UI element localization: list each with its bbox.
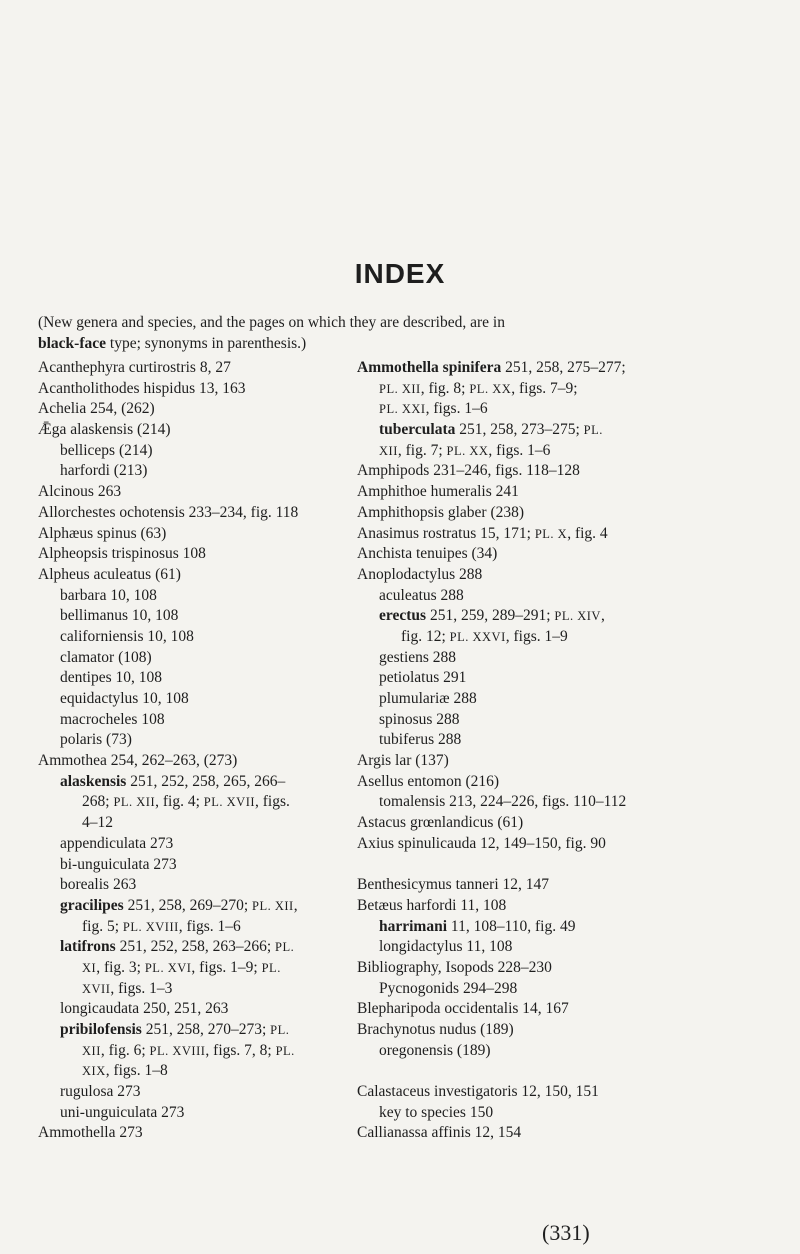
index-subentry: clamator (108) bbox=[60, 648, 152, 666]
page-number: (331) bbox=[542, 1220, 590, 1245]
bold-word: black-face bbox=[38, 335, 107, 352]
plate-ref: PL. XII bbox=[252, 898, 294, 913]
plate-ref: PL. XVIII bbox=[149, 1043, 206, 1058]
page-refs: , bbox=[293, 896, 298, 914]
plate-ref: PL. XX bbox=[446, 443, 489, 458]
index-subentry bbox=[357, 606, 657, 627]
index-entry: Betæus harfordi 11, 108 bbox=[357, 896, 507, 914]
index-subentry: equidactylus 10, 108 bbox=[60, 690, 189, 707]
index-subentry: borealis 263 bbox=[60, 876, 137, 894]
plate-ref: PL. bbox=[583, 423, 603, 438]
plate-ref: XVII bbox=[82, 981, 111, 996]
index-continuation bbox=[38, 1061, 338, 1082]
index-subentry: plumulariæ 288 bbox=[379, 690, 477, 707]
new-species-name: alaskensis bbox=[60, 772, 127, 790]
new-species-name: Ammothella spinifera bbox=[357, 359, 502, 376]
index-subentry: spinosus 288 bbox=[379, 710, 460, 728]
index-subentry: dentipes 10, 108 bbox=[60, 669, 163, 687]
index-subentry: belliceps (214) bbox=[60, 441, 153, 459]
index-subentry bbox=[38, 896, 338, 917]
index-entry: Ammothea 254, 262–263, (273) bbox=[38, 752, 238, 770]
plate-ref: PL. XX bbox=[469, 381, 512, 396]
page-refs: , fig. 6; bbox=[100, 1041, 150, 1059]
page-refs: , figs. 1–6 bbox=[178, 917, 241, 935]
page-refs: , figs. 1–8 bbox=[105, 1062, 168, 1080]
page-refs: 11, 108–110, fig. 49 bbox=[447, 917, 576, 935]
index-continuation bbox=[38, 979, 338, 1000]
index-continuation bbox=[357, 441, 657, 462]
index-entry: Benthesicymus tanneri 12, 147 bbox=[357, 876, 549, 894]
page-refs: , fig. 3; bbox=[96, 958, 145, 976]
index-subentry: bellimanus 10, 108 bbox=[60, 607, 179, 625]
index-entry: Calastaceus investigatoris 12, 150, 151 bbox=[357, 1083, 599, 1101]
plate-ref: XI bbox=[82, 960, 97, 975]
index-continuation: 4–12 bbox=[82, 814, 113, 832]
page-refs: 251, 258, 269–270; bbox=[123, 896, 253, 914]
plate-ref: XIX bbox=[82, 1064, 106, 1079]
index-entry bbox=[357, 358, 657, 379]
index-continuation bbox=[357, 399, 657, 420]
index-entry: Callianassa affinis 12, 154 bbox=[357, 1124, 522, 1142]
index-entry: Alphæus spinus (63) bbox=[38, 524, 167, 542]
index-entry: Blepharipoda occidentalis 14, 167 bbox=[357, 1000, 569, 1018]
index-subentry: gestiens 288 bbox=[379, 648, 457, 666]
plate-ref: PL. bbox=[275, 940, 295, 955]
index-subentry bbox=[38, 937, 338, 958]
index-entry: Ǣga alaskensis (214) bbox=[38, 421, 171, 439]
page-refs: , figs. 1–9; bbox=[191, 958, 262, 976]
index-subentry: petiolatus 291 bbox=[379, 669, 467, 687]
page-refs: fig. 12; bbox=[401, 627, 450, 645]
section-gap bbox=[357, 855, 657, 876]
new-species-name: erectus bbox=[379, 607, 427, 625]
index-subentry: key to species 150 bbox=[379, 1103, 494, 1121]
index-subentry: uni-unguiculata 273 bbox=[60, 1103, 185, 1121]
index-entry: Alcinous 263 bbox=[38, 483, 122, 501]
plate-ref: PL. bbox=[261, 960, 281, 975]
index-subentry bbox=[357, 420, 657, 441]
index-entry: Acantholithodes hispidus 13, 163 bbox=[38, 379, 246, 397]
index-entry: Anchista tenuipes (34) bbox=[357, 545, 498, 563]
left-column bbox=[38, 358, 338, 1144]
index-subentry: barbara 10, 108 bbox=[60, 586, 157, 604]
index-entry: Astacus grœnlandicus (61) bbox=[357, 814, 524, 832]
plate-ref: XII bbox=[379, 443, 398, 458]
index-entry: Anoplodactylus 288 bbox=[357, 565, 483, 583]
new-species-name: harrimani bbox=[379, 917, 448, 935]
index-continuation bbox=[357, 379, 657, 400]
page-refs: , figs. 1–6 bbox=[425, 400, 488, 418]
index-subentry bbox=[38, 1020, 338, 1041]
page-refs: fig. 5; bbox=[82, 917, 123, 935]
page-refs: 251, 258, 270–273; bbox=[141, 1021, 271, 1038]
page-refs: , figs. bbox=[255, 793, 290, 811]
index-subentry: Pycnogonids 294–298 bbox=[379, 979, 518, 997]
index-entry: Asellus entomon (216) bbox=[357, 772, 500, 790]
plate-ref: PL. bbox=[275, 1043, 295, 1058]
page-refs: 251, 258, 273–275; bbox=[455, 421, 584, 439]
index-subentry: rugulosa 273 bbox=[60, 1083, 141, 1101]
index-subentry bbox=[38, 772, 338, 793]
index-entry: Ammothella 273 bbox=[38, 1124, 143, 1142]
index-entry: Allorchestes ochotensis 233–234, fig. 118 bbox=[38, 503, 299, 521]
index-subentry: macrocheles 108 bbox=[60, 710, 165, 728]
index-continuation bbox=[357, 627, 657, 648]
page-refs: , fig. 4 bbox=[567, 524, 608, 542]
new-species-name: tuberculata bbox=[379, 421, 456, 439]
index-subentry bbox=[357, 917, 657, 938]
page-refs: 251, 252, 258, 263–266; bbox=[115, 938, 276, 956]
page-refs: , bbox=[600, 607, 605, 625]
plate-ref: PL. XIV bbox=[554, 609, 601, 624]
right-column bbox=[357, 358, 657, 1144]
intro-line-1: (New genera and species, and the pages on which they are described, are in bbox=[38, 314, 505, 331]
page-refs: , fig. 8; bbox=[420, 379, 470, 397]
index-entry: Amphithoe humeralis 241 bbox=[357, 483, 519, 501]
page-refs: , fig. 4; bbox=[155, 793, 204, 811]
intro-note bbox=[38, 312, 638, 354]
index-continuation bbox=[38, 792, 338, 813]
index-entry bbox=[357, 524, 657, 545]
index-subentry: longicaudata 250, 251, 263 bbox=[60, 1000, 229, 1018]
index-entry: Amphithopsis glaber (238) bbox=[357, 503, 525, 521]
index-entry: Bibliography, Isopods 228–230 bbox=[357, 958, 552, 976]
page-title: INDEX bbox=[354, 258, 446, 289]
index-entry: Brachynotus nudus (189) bbox=[357, 1021, 514, 1038]
plate-ref: XII bbox=[82, 1043, 101, 1058]
plate-ref: PL. bbox=[270, 1023, 290, 1037]
plate-ref: PL. XVI bbox=[144, 960, 192, 975]
page-refs: , figs. 7, 8; bbox=[205, 1041, 276, 1059]
plate-ref: PL. XII bbox=[113, 795, 156, 810]
index-subentry: bi-unguiculata 273 bbox=[60, 855, 177, 873]
index-subentry: tubiferus 288 bbox=[379, 731, 462, 749]
page-refs: , figs. 1–3 bbox=[110, 979, 173, 997]
index-subentry: appendiculata 273 bbox=[60, 834, 174, 852]
plate-ref: PL. XII bbox=[379, 381, 421, 396]
new-species-name: pribilofensis bbox=[60, 1021, 142, 1038]
index-subentry: californiensis 10, 108 bbox=[60, 627, 194, 645]
index-subentry: aculeatus 288 bbox=[379, 586, 464, 604]
page-refs: 251, 252, 258, 265, 266– bbox=[126, 772, 286, 790]
page-refs: , figs. 1–6 bbox=[488, 441, 551, 459]
page-refs: 268; bbox=[82, 793, 114, 811]
index-continuation bbox=[38, 917, 338, 938]
index-entry: Axius spinulicauda 12, 149–150, fig. 90 bbox=[357, 834, 606, 852]
plate-ref: PL. XXI bbox=[379, 402, 426, 417]
plate-ref: PL. XXVI bbox=[449, 629, 506, 644]
plate-ref: PL. XVII bbox=[203, 795, 256, 810]
index-entry: Alpheus aculeatus (61) bbox=[38, 565, 181, 583]
new-species-name: gracilipes bbox=[60, 896, 124, 914]
index-entry: Acanthephyra curtirostris 8, 27 bbox=[38, 359, 231, 376]
plate-ref: PL. X bbox=[534, 526, 568, 541]
plate-ref: PL. XVIII bbox=[122, 919, 179, 934]
index-entry: Achelia 254, (262) bbox=[38, 400, 155, 418]
page-refs: 251, 258, 275–277; bbox=[501, 359, 626, 376]
new-species-name: latifrons bbox=[60, 938, 116, 956]
index-entry: Argis lar (137) bbox=[357, 752, 449, 770]
page-refs: , figs. 7–9; bbox=[511, 379, 578, 397]
intro-line-2 bbox=[38, 333, 638, 354]
index-entry: Amphipods 231–246, figs. 118–128 bbox=[357, 462, 580, 480]
index-entry: Alpheopsis trispinosus 108 bbox=[38, 545, 206, 563]
section-gap bbox=[357, 1061, 657, 1082]
page-refs: Anasimus rostratus 15, 171; bbox=[357, 524, 535, 542]
page-refs: , figs. 1–9 bbox=[505, 627, 568, 645]
index-continuation bbox=[38, 1041, 338, 1062]
index-subentry: tomalensis 213, 224–226, figs. 110–112 bbox=[379, 793, 627, 811]
page-refs: , fig. 7; bbox=[397, 441, 447, 459]
index-continuation bbox=[38, 958, 338, 979]
intro-line-2-rest: type; synonyms in parenthesis.) bbox=[106, 335, 307, 352]
index-subentry: harfordi (213) bbox=[60, 462, 148, 480]
page-refs: 251, 259, 289–291; bbox=[426, 607, 555, 625]
index-subentry: polaris (73) bbox=[60, 731, 132, 749]
index-subentry: oregonensis (189) bbox=[379, 1041, 491, 1059]
index-subentry: longidactylus 11, 108 bbox=[379, 938, 513, 956]
